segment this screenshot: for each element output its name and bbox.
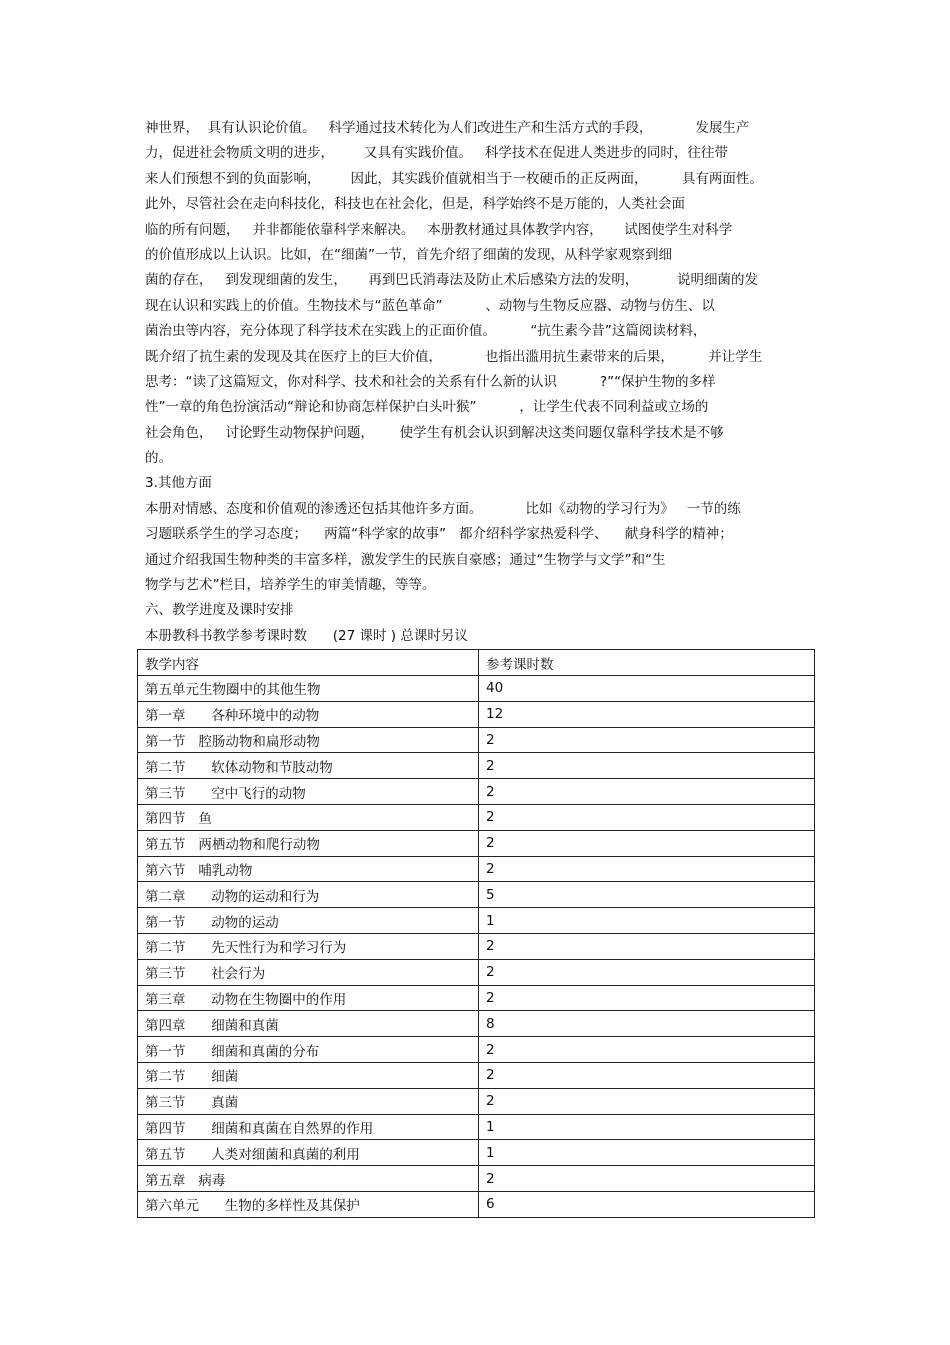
text-line: 的。 (145, 450, 172, 467)
text-line: 力，促进社会物质文明的进步， 又具有实践价值。 科学技术在促进人类进步的同时，往往带 (145, 145, 728, 162)
table-row (138, 701, 815, 727)
cell-content: 第五节 人类对细菌和真菌的利用 (138, 1140, 479, 1166)
cell-hours: 2 (479, 804, 815, 830)
cell-hours: 2 (479, 985, 815, 1011)
cell-content: 第四节 细菌和真菌在自然界的作用 (138, 1114, 479, 1140)
header-cell-hours: 参考课时数 (479, 650, 815, 676)
cell-hours: 5 (479, 882, 815, 908)
text-line: 社会角色， 讨论野生动物保护问题， 使学生有机会认识到解决这类问题仅靠科学技术是不够 (145, 424, 724, 441)
section-heading-schedule: 六、教学进度及课时安排 (145, 602, 294, 619)
cell-content: 第二节 软体动物和节肢动物 (138, 753, 479, 779)
section-heading-other-aspects: 3.其他方面 (145, 475, 212, 492)
cell-hours: 6 (479, 1191, 815, 1217)
cell-content: 第一章 各种环境中的动物 (138, 701, 479, 727)
cell-content: 第三节 社会行为 (138, 959, 479, 985)
table-row (138, 882, 815, 908)
header-cell-content: 教学内容 (138, 650, 479, 676)
table-row (138, 1011, 815, 1037)
cell-hours: 2 (479, 933, 815, 959)
table-row (138, 985, 815, 1011)
cell-content: 第六节 哺乳动物 (138, 856, 479, 882)
text-line: 通过介绍我国生物种类的丰富多样，激发学生的民族自豪感；通过“生物学与文学”和“生 (145, 551, 666, 568)
cell-content: 第三节 空中飞行的动物 (138, 779, 479, 805)
cell-content: 第一节 腔肠动物和扁形动物 (138, 727, 479, 753)
cell-content: 第五章 病毒 (138, 1166, 479, 1192)
cell-hours: 2 (479, 753, 815, 779)
table-row (138, 830, 815, 856)
cell-content: 第二节 细菌 (138, 1062, 479, 1088)
cell-hours: 2 (479, 727, 815, 753)
cell-hours: 40 (479, 676, 815, 702)
text-line: 来人们预想不到的负面影响， 因此，其实践价值就相当于一枚硬币的正反两面， 具有两面性。 (145, 170, 763, 187)
cell-hours: 2 (479, 830, 815, 856)
cell-hours: 1 (479, 1114, 815, 1140)
cell-content: 第四章 细菌和真菌 (138, 1011, 479, 1037)
table-row (138, 1037, 815, 1063)
table-row (138, 1166, 815, 1192)
cell-hours: 1 (479, 908, 815, 934)
cell-content: 第三章 动物在生物圈中的作用 (138, 985, 479, 1011)
table-row (138, 753, 815, 779)
schedule-table (137, 649, 815, 1218)
text-line: 性”一章的角色扮演活动“辩论和协商怎样保护白头叶猴” ，让学生代表不同利益或立场的 (145, 399, 709, 416)
cell-content: 第四节 鱼 (138, 804, 479, 830)
cell-content: 第一节 细菌和真菌的分布 (138, 1037, 479, 1063)
text-line: 菌治虫等内容，充分体现了科学技术在实践上的正面价值。 “抗生素今昔”这篇阅读材料， (145, 323, 707, 340)
table-row (138, 1191, 815, 1217)
table-row (138, 779, 815, 805)
cell-hours: 2 (479, 1088, 815, 1114)
document-body (145, 116, 815, 1218)
cell-hours: 2 (479, 779, 815, 805)
table-row (138, 1140, 815, 1166)
table-row (138, 1114, 815, 1140)
text-line: 的价值形成以上认识。比如，在“细菌”一节，首先介绍了细菌的发现，从科学家观察到细 (145, 246, 672, 263)
paragraph-science-value (145, 116, 815, 471)
text-line: 习题联系学生的学习态度； 两篇“科学家的故事” 都介绍科学家热爱科学、 献身科学的精神； (145, 526, 733, 543)
cell-content: 第二节 先天性行为和学习行为 (138, 933, 479, 959)
cell-content: 第六单元 生物的多样性及其保护 (138, 1191, 479, 1217)
cell-hours: 2 (479, 856, 815, 882)
table-row (138, 727, 815, 753)
table-row (138, 933, 815, 959)
table-row (138, 1062, 815, 1088)
cell-content: 第二章 动物的运动和行为 (138, 882, 479, 908)
text-line: 菌的存在， 到发现细菌的发生， 再到巴氏消毒法及防止术后感染方法的发明， 说明细菌的发 (145, 272, 758, 289)
table-row (138, 856, 815, 882)
table-header-row (138, 650, 815, 676)
cell-hours: 8 (479, 1011, 815, 1037)
text-line: 神世界， 具有认识论价值。 科学通过技术转化为人们改进生产和生活方式的手段， 发展生产 (145, 120, 750, 136)
cell-hours: 2 (479, 1062, 815, 1088)
cell-hours: 2 (479, 959, 815, 985)
text-line: 思考：“读了这篇短文，你对科学、技术和社会的关系有什么新的认识 ?”“保护生物的多样 (145, 373, 716, 390)
cell-content: 第一节 动物的运动 (138, 908, 479, 934)
table-row (138, 676, 815, 702)
cell-hours: 12 (479, 701, 815, 727)
cell-hours: 1 (479, 1140, 815, 1166)
table-row (138, 959, 815, 985)
text-line: 临的所有问题， 并非都能依靠科学来解决。 本册教材通过具体教学内容， 试图使学生对科学 (145, 221, 733, 238)
cell-content: 第三节 真菌 (138, 1088, 479, 1114)
text-line: 既介绍了抗生素的发现及其在医疗上的巨大价值， 也指出滥用抗生素带来的后果， 并让学生 (145, 348, 763, 365)
table-row (138, 908, 815, 934)
table-caption: 本册教科书教学参考课时数 (27 课时 ) 总课时另议 (145, 627, 468, 644)
text-line: 物学与艺术”栏目，培养学生的审美情趣，等等。 (145, 577, 436, 594)
text-line: 此外，尽管社会在走向科技化，科技也在社会化，但是，科学始终不是万能的，人类社会面 (145, 196, 685, 213)
cell-content: 第五单元生物圈中的其他生物 (138, 676, 479, 702)
text-line: 本册对情感、态度和价值观的渗透还包括其他许多方面。 比如《动物的学习行为》 一节的练 (145, 500, 741, 517)
table-row (138, 804, 815, 830)
text-line: 现在认识和实践上的价值。生物技术与“蓝色革命” 、动物与生物反应器、动物与仿生、以 (145, 297, 715, 314)
cell-content: 第五节 两栖动物和爬行动物 (138, 830, 479, 856)
table-row (138, 1088, 815, 1114)
cell-hours: 2 (479, 1037, 815, 1063)
paragraph-other-aspects (145, 497, 815, 599)
cell-hours: 2 (479, 1166, 815, 1192)
